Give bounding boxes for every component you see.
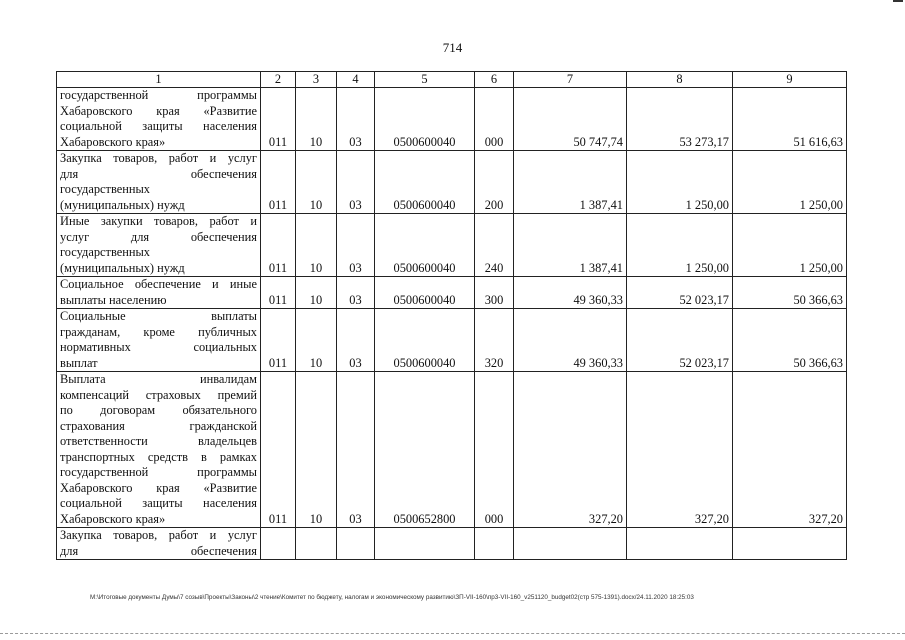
col-header-8: 8 [627, 72, 733, 88]
row-name-cell [57, 151, 261, 214]
col-header-7: 7 [514, 72, 627, 88]
amount-col7: 49 360,33 [514, 277, 627, 309]
row-name-line: Социальное обеспечение и иные [60, 277, 257, 291]
amount-col9: 51 616,63 [733, 88, 847, 151]
admin-code: 011 [261, 88, 296, 151]
row-name-line: выплат [60, 355, 98, 370]
amount-col8: 53 273,17 [627, 88, 733, 151]
expense-type-code: 320 [475, 309, 514, 372]
row-name-line: гражданам, кроме публичных [60, 324, 257, 339]
row-name-line: для обеспечения [60, 166, 257, 181]
amount-col8: 1 250,00 [627, 151, 733, 214]
expense-type-code: 300 [475, 277, 514, 309]
section-code: 10 [296, 151, 337, 214]
row-name-cell [57, 372, 261, 528]
admin-code [261, 528, 296, 560]
expense-type-code [475, 528, 514, 560]
row-name-cell [57, 309, 261, 372]
amount-col7 [514, 528, 627, 560]
expense-type-code: 240 [475, 214, 514, 277]
row-name-cell [57, 214, 261, 277]
subsection-code: 03 [337, 214, 375, 277]
target-article-code: 0500600040 [375, 88, 475, 151]
budget-table [56, 71, 847, 560]
row-name-line: Выплата инвалидам [60, 372, 257, 386]
admin-code: 011 [261, 309, 296, 372]
row-name-line: государственных [60, 182, 151, 196]
column-numbers-row [57, 72, 847, 88]
amount-col8 [627, 528, 733, 560]
section-code: 10 [296, 88, 337, 151]
target-article-code: 0500600040 [375, 309, 475, 372]
amount-col9: 50 366,63 [733, 309, 847, 372]
row-name-line: социальной защиты населения [60, 119, 257, 133]
row-name-line: Хабаровского края «Развитие [60, 103, 257, 118]
subsection-code: 03 [337, 309, 375, 372]
row-name-line: Закупка товаров, работ и услуг [60, 151, 257, 165]
row-name-cell [57, 88, 261, 151]
row-name-line: Хабаровского края «Развитие [60, 480, 257, 495]
table-row [57, 277, 847, 309]
subsection-code: 03 [337, 151, 375, 214]
amount-col7: 49 360,33 [514, 309, 627, 372]
amount-col9: 1 250,00 [733, 151, 847, 214]
row-name-line: страхования гражданской [60, 418, 257, 433]
amount-col7: 327,20 [514, 372, 627, 528]
amount-col9 [733, 528, 847, 560]
expense-type-code: 000 [475, 372, 514, 528]
row-name-line: выплаты населению [60, 292, 167, 307]
expense-type-code: 200 [475, 151, 514, 214]
row-name-line: Социальные выплаты [60, 309, 257, 323]
row-name-line: Хабаровского края» [60, 134, 166, 149]
amount-col7: 1 387,41 [514, 151, 627, 214]
row-name-line: транспортных средств в рамках [60, 449, 257, 464]
scan-corner-mark [893, 0, 903, 2]
row-name-line: нормативных социальных [60, 340, 257, 354]
amount-col8: 52 023,17 [627, 277, 733, 309]
amount-col8: 1 250,00 [627, 214, 733, 277]
row-name-line: по договорам обязательного [60, 403, 257, 417]
row-name-line: государственной программы [60, 465, 257, 479]
table-row [57, 214, 847, 277]
table-row [57, 151, 847, 214]
col-header-4: 4 [337, 72, 375, 88]
section-code: 10 [296, 309, 337, 372]
section-code: 10 [296, 277, 337, 309]
row-name-line: компенсаций страховых премий [60, 387, 257, 402]
amount-col9: 50 366,63 [733, 277, 847, 309]
col-header-1: 1 [57, 72, 261, 88]
amount-col9: 327,20 [733, 372, 847, 528]
col-header-6: 6 [475, 72, 514, 88]
row-name-line: Иные закупки товаров, работ и [60, 214, 257, 228]
col-header-2: 2 [261, 72, 296, 88]
amount-col7: 50 747,74 [514, 88, 627, 151]
section-code [296, 528, 337, 560]
page-number: 714 [442, 40, 463, 55]
row-name-line: ответственности владельцев [60, 434, 257, 448]
row-name-line: (муниципальных) нужд [60, 260, 185, 275]
row-name-line: Закупка товаров, работ и услуг [60, 528, 257, 542]
row-name-line: для обеспечения [60, 543, 257, 558]
table-row [57, 309, 847, 372]
row-name-line: услуг для обеспечения [60, 229, 257, 244]
amount-col7: 1 387,41 [514, 214, 627, 277]
target-article-code [375, 528, 475, 560]
admin-code: 011 [261, 277, 296, 309]
col-header-5: 5 [375, 72, 475, 88]
section-code: 10 [296, 372, 337, 528]
amount-col9: 1 250,00 [733, 214, 847, 277]
section-code: 10 [296, 214, 337, 277]
admin-code: 011 [261, 214, 296, 277]
subsection-code: 03 [337, 88, 375, 151]
row-name-line: Хабаровского края» [60, 511, 166, 526]
subsection-code [337, 528, 375, 560]
target-article-code: 0500652800 [375, 372, 475, 528]
admin-code: 011 [261, 151, 296, 214]
row-name-line: (муниципальных) нужд [60, 197, 185, 212]
subsection-code: 03 [337, 277, 375, 309]
target-article-code: 0500600040 [375, 214, 475, 277]
amount-col8: 52 023,17 [627, 309, 733, 372]
target-article-code: 0500600040 [375, 151, 475, 214]
scan-edge-line [0, 633, 905, 634]
document-path-footer: M:\Итоговые документы Думы\7 созыв\Проекты\Законы\2 чтение\Комитет по бюджету, налогам и экономическому развитию\ЗП-VII-160\пр3-VII-160_v251120_budget02(стр 575-1391).docx/24.11.2020 18:25:03 [90, 594, 694, 601]
amount-col8: 327,20 [627, 372, 733, 528]
subsection-code: 03 [337, 372, 375, 528]
table-row [57, 88, 847, 151]
table-row [57, 372, 847, 528]
admin-code: 011 [261, 372, 296, 528]
col-header-3: 3 [296, 72, 337, 88]
expense-type-code: 000 [475, 88, 514, 151]
row-name-line: государственных [60, 245, 151, 259]
row-name-line: государственной программы [60, 88, 257, 102]
row-name-cell [57, 277, 261, 309]
row-name-line: социальной защиты населения [60, 496, 257, 510]
table-row [57, 528, 847, 560]
row-name-cell [57, 528, 261, 560]
target-article-code: 0500600040 [375, 277, 475, 309]
col-header-9: 9 [733, 72, 847, 88]
